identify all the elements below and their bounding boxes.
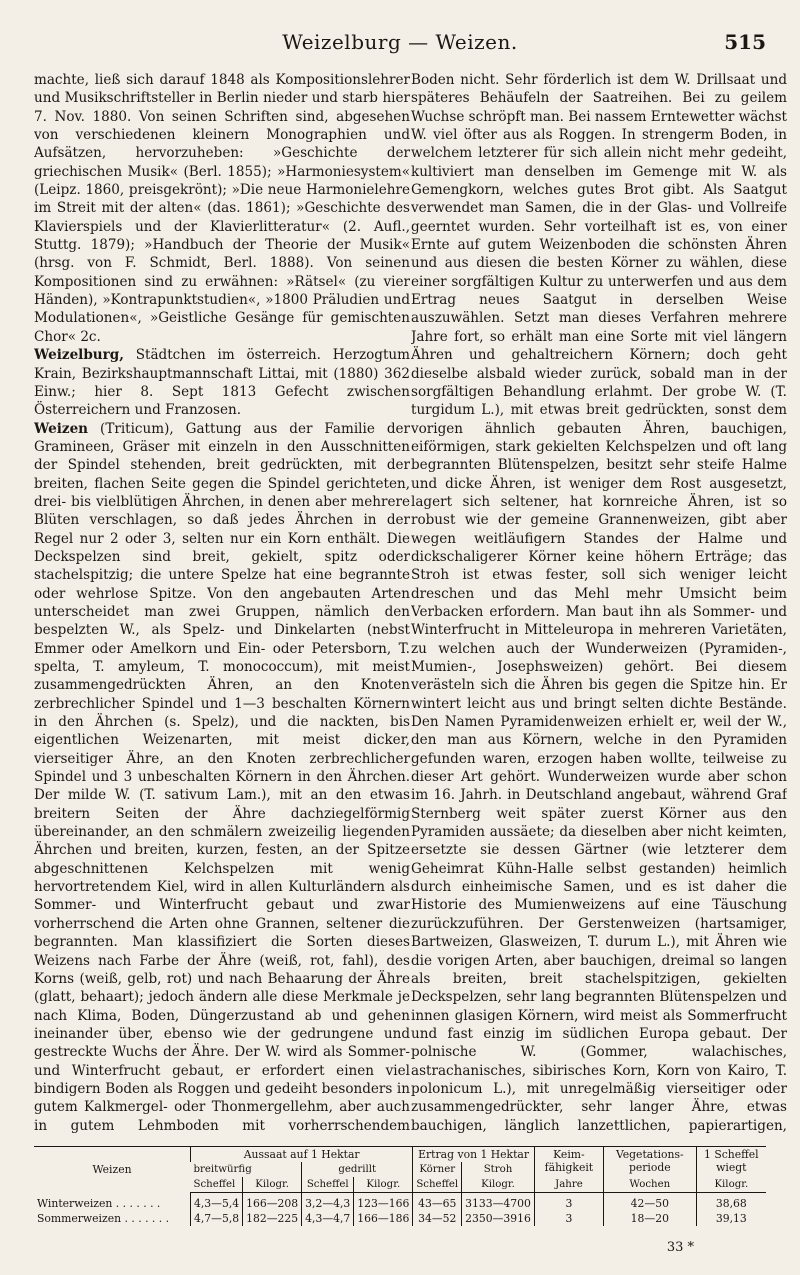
table-header: Kilogr.: [243, 1177, 302, 1193]
page-number: 515: [724, 30, 766, 54]
data-table: [34, 1146, 766, 1226]
paragraph: Weizen (Triticum), Gattung aus der Familie der Gramineen, Gräser mit einzeln in den Ausschnitten der Spindel stehenden, breit gedrückten, mit der breiten, flachen Seite gegen die Spindel gerichteten, drei- bis vielblütigen Ährchen, in denen aber mehrere Blüten verschlagen, so daß jedes Ährchen in der Regel nur 2 oder 3, selten nur ein Korn enthält. Die Deckspelzen sind breit, gekielt, spitz oder stachelspitzig; die untere Spelze hat eine begrannte oder wehrlose Spitze. Von den angebauten Arten unterscheidet man zwei Gruppen, nämlich den bespelzten W., als Spelz- und Dinkelarten (nebst Emmer oder Amelkorn und Ein- oder Petersborn, T. spelta, T. amyleum, T. monococcum), mit meist zusammengedrückten Ähren, an den Knoten zerbrechlicher Spindel und 1—3 beschalten Körnern in den Ährchen (s. Spelz), und die nackten, bis eigentlichen Weizenarten, mit meist dicker, vierseitiger Ähre, an den Knoten zerbrechlicher Spindel und 3 unbeschalten Körnern in den Ährchen. Der milde W. (T. sativum Lam.), mit an den etwas breitern Seiten der Ähre dachziegelförmig übereinander, an den schmälern zweizeilig liegenden Ährchen und breiten, kurzen, festen, an der Spitze abgeschnittenen Kelchspelzen mit wenig hervortretendem Kiel, wird in allen Kulturländern als Sommer- und Winterfrucht gebaut und zwar vorherrschend die Arten ohne Grannen, seltener die begrannten. Man klassifiziert die Sorten dieses Weizens nach Farbe der Ähre (weiß, rot, fahl), des Korns (weiß, gelb, rot) und nach Behaarung der Ähre (glatt, behaart); jedoch ändern alle diese Merkmale je nach Klima, Boden, Düngerzustand ab und gehen ineinander über, ebenso wie der gedrungene und gestreckte Wuchs der Ähre. Der W. wird als Sommer- und Winterfrucht gebaut, er erfordert einen viel bindigern Boden als Roggen und gedeiht besonders in gutem Kalkmergel- oder Thonmergellehm, aber auch in gutem Lehmboden mit vorherrschendem: [34, 420, 410, 1133]
table-row: Sommerweizen . . . . . . . 4,7—5,8 182—225 4,3—4,7 166—186 34—52 2350—3916 3 18—20 39,13: [34, 1211, 766, 1226]
table-header: Kilogr.: [462, 1177, 535, 1193]
table-header: Körner: [413, 1162, 462, 1177]
table-header: gedrillt: [302, 1162, 413, 1177]
entry-headword: Weizelburg,: [34, 347, 124, 364]
table-header: 1 Scheffel wiegt: [696, 1147, 766, 1178]
table-header: Scheffel: [191, 1177, 243, 1193]
running-head: [34, 30, 766, 60]
table-header: Stroh: [462, 1162, 535, 1177]
left-column: [34, 71, 410, 1133]
paragraph: Boden nicht. Sehr förderlich ist dem W. Drillsaat und späteres Behäufeln der Saatreihen. Bei zu geilem Wuchse schröpft man. Bei nassem Erntewetter wächst W. viel öfter aus als Roggen. In strengerm Boden, in welchem letzterer für sich allein nicht mehr gedeiht, kultiviert man denselben im Gemenge mit W. als Gemengkorn, welches gutes Brot gibt. Als Saatgut verwendet man Samen, die in der Glas- und Vollreife geerntet wurden. Sehr vorteilhaft ist es, von einer Ernte auf gutem Weizenboden die schönsten Ähren und aus diesen die besten Körner zu wählen, diese einer sorgfältigen Kultur zu unterwerfen und aus dem Ertrag neues Saatgut in derselben Weise auszuwählen. Setzt man dieses Verfahren mehrere Jahre fort, so erhält man eine Sorte mit viel längern Ähren und gehaltreichern Körnern; doch geht dieselbe alsbald wieder zurück, sobald man in der sorgfältigen Behandlung erlahmt. Der grobe W. (T. turgidum L.), mit etwas breit gedrückten, sonst dem vorigen ähnlich gebauten Ähren, bauchigen, eiförmigen, stark gekielten Kelchspelzen und oft lang begrannten Blütenspelzen, besitzt sehr steife Halme und dicke Ähren, ist weniger dem Rost ausgesetzt, lagert sich seltener, hat kornreiche Ähren, ist so robust wie der gemeine Grannenweizen, gibt aber wegen weitläufigern Standes der Halme und dickschaligerer Körner keine höhern Erträge; das Stroh ist etwas fester, soll sich weniger leicht dreschen und das Mehl mehr Umsicht beim Verbacken erfordern. Man baut ihn als Sommer- und Winterfrucht in Mitteleuropa in mehreren Varietäten, zu welchen auch der Wunderweizen (Pyramiden-, Mumien-, Josephsweizen) gehört. Bei diesem verästeln sich die Ähren bis gegen die Spitze hin. Er wintert leicht aus und bringt selten dichte Bestände. Den Namen Pyramidenweizen erhielt er, weil der W., den man aus Körnern, welche in den Pyramiden gefunden waren, erzogen haben wollte, teilweise zu dieser Art gehört. Wunderweizen wurde aber schon im 16. Jahrh. in Deutschland angebaut, während Graf Sternberg weit später zuerst Körner aus den Pyramiden aussäete; da dieselben aber nicht keimten, ersetzte sie dessen Gärtner (wie letzterer dem Geheimrat Kühn-Halle selbst gestanden) heimlich durch einheimische Samen, und es ist daher die Historie des Mumienweizens auf eine Täuschung zurückzuführen. Der Gerstenweizen (hartsamiger, Bartweizen, Glasweizen, T. durum L.), mit Ähren wie die vorigen Arten, aber bauchigen, dreimal so langen als breiten, breit stachelspitzigen, gekielten Deckspelzen, sehr lang begrannten Blütenspelzen und innen glasigen Körnern, wird meist als Sommerfrucht und fast einzig im südlichen Europa gebaut. Der polnische W. (Gommer, walachisches, astrachanisches, sibirisches Korn, Korn von Kairo, T. polonicum L.), mit unregelmäßig vierseitiger oder zusammengedrückter, sehr langer Ähre, etwas bauchigen, länglich lanzettlichen, papierartigen,: [411, 72, 787, 1133]
table-row: Winterweizen . . . . . . . 4,3—5,4 166—208 3,2—4,3 123—166 43—65 3133—4700 3 42—50 38,68: [34, 1193, 766, 1212]
paragraph: Weizelburg, Städtchen im österreich. Herzogtum Krain, Bezirkshauptmannschaft Littai, mit (1880) 362 Einw.; hier 8. Sept 1813 Gefecht zwischen Österreichern und Franzosen.: [34, 347, 410, 419]
table-header: Weizen: [34, 1147, 191, 1193]
entry-headword: Weizen: [34, 420, 89, 437]
table-header: Scheffel: [413, 1177, 462, 1193]
signature-mark: 33 *: [666, 1240, 694, 1255]
page-title: Weizelburg — Weizen.: [282, 30, 518, 54]
table-header: Ertrag von 1 Hektar: [413, 1147, 535, 1163]
table-header: Wochen: [603, 1177, 696, 1193]
table-header: Kilogr.: [696, 1177, 766, 1193]
right-column: [411, 71, 787, 1133]
table-header: Jahre: [534, 1177, 603, 1193]
table-header: Scheffel: [302, 1177, 354, 1193]
table-header: Aussaat auf 1 Hektar: [191, 1147, 413, 1163]
paragraph: machte, ließ sich darauf 1848 als Kompositionslehrer und Musikschriftsteller in Berlin nieder und starb hier 7. Nov. 1880. Von seinen Schriften sind, abgesehen von verschiedenen kleinern Monographien und Aufsätzen, hervorzuheben: »Geschichte der griechischen Musik« (Berl. 1855); »Harmoniesystem« (Leipz. 1860, preisgekrönt); »Die neue Harmonielehre im Streit mit der alten« (das. 1861); »Geschichte des Klavierspiels und der Klavierlitteratur« (2. Aufl., Stuttg. 1879); »Handbuch der Theorie der Musik« (hrsg. von F. Schmidt, Berl. 1888). Von seinen Kompositionen sind zu erwähnen: »Rätsel« (zu vier Händen), »Kontrapunktstudien«, »1800 Präludien und Modulationen«, »Geistliche Gesänge für gemischten Chor« 2c.: [34, 72, 410, 345]
table-header: Vegetations-periode: [603, 1147, 696, 1178]
data-table-wrap: [34, 1146, 766, 1226]
table-header: Kilogr.: [354, 1177, 413, 1193]
table-header: breitwürfig: [193, 1164, 252, 1175]
table-header: Keim-fähigkeit: [534, 1147, 603, 1178]
